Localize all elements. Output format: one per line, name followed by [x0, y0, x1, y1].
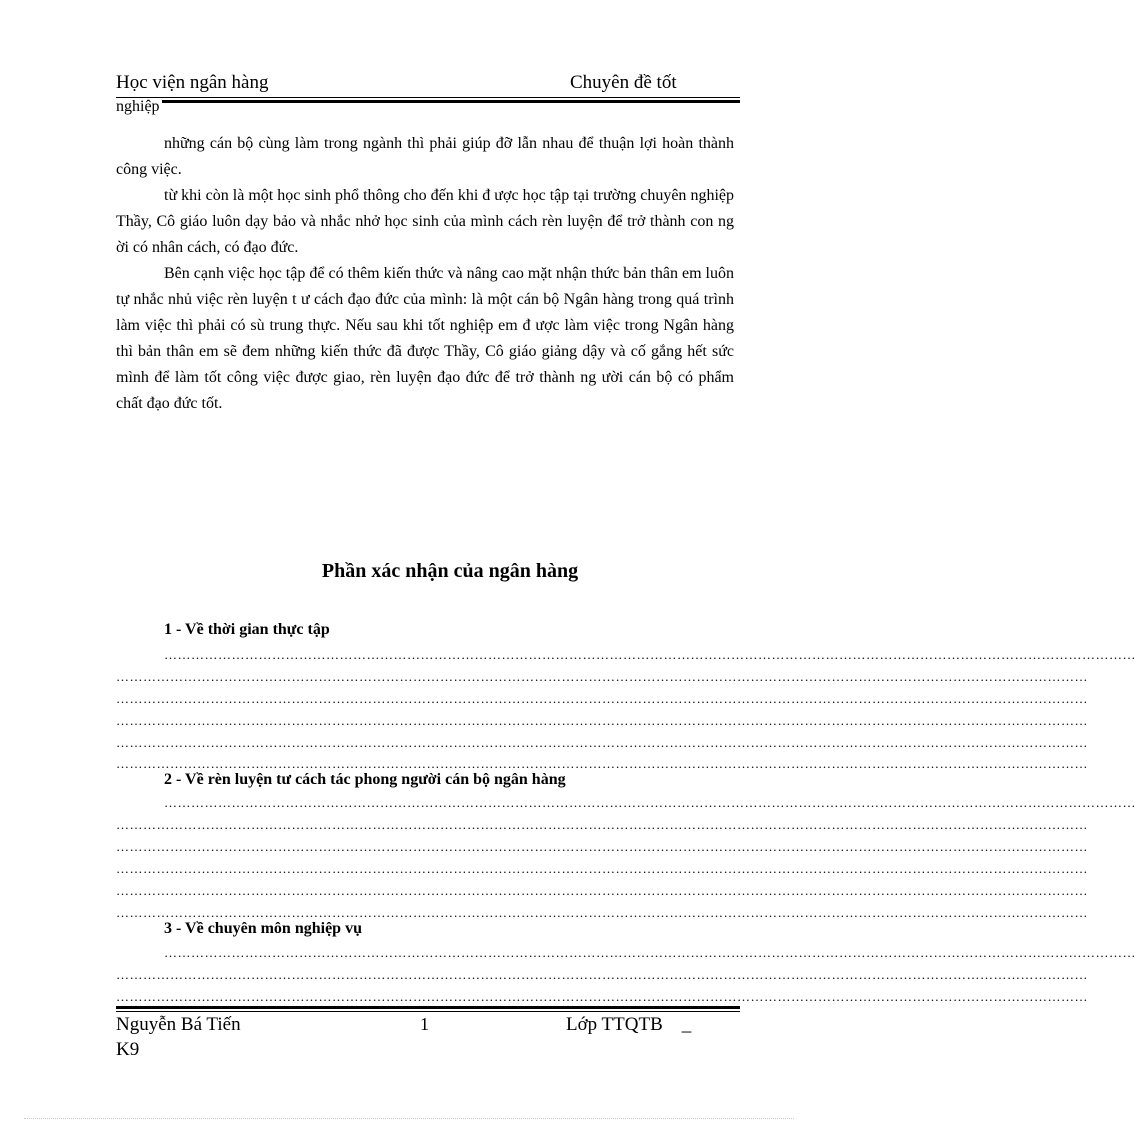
- section-3-heading: 3 - Về chuyên môn nghiệp vụ: [164, 920, 362, 937]
- dot-line: ………………………………………………………………………………………………………………………………………………………………………………………………: [116, 669, 1088, 684]
- dot-line: ………………………………………………………………………………………………………………………………………………………………………………………………: [116, 883, 1088, 898]
- footer-rule-thin: [116, 1011, 740, 1012]
- section-2-heading: 2 - Về rèn luyện tư cách tác phong người cán bộ ngân hàng: [164, 771, 566, 788]
- dot-line: ………………………………………………………………………………………………………………………………………………………………………………………………: [116, 861, 1088, 876]
- footer-cohort: K9: [116, 1039, 140, 1060]
- dot-line: ………………………………………………………………………………………………………………………………………………………………………………………………: [116, 905, 1088, 920]
- dot-line: ………………………………………………………………………………………………………………………………………………………………………………………………: [164, 945, 1136, 960]
- dot-line: ………………………………………………………………………………………………………………………………………………………………………………………………: [116, 713, 1088, 728]
- page-bottom-dotted-line: [24, 1118, 794, 1119]
- paragraph-1: những cán bộ cùng làm trong ngành thì phải giúp đỡ lẫn nhau để thuận lợi hoàn thành công việc.: [116, 135, 734, 178]
- dot-line: ………………………………………………………………………………………………………………………………………………………………………………………………: [164, 647, 1136, 662]
- header-right: Chuyên đề tốt: [570, 72, 677, 93]
- paragraph-3: Bên cạnh việc học tập để có thêm kiến thức và nâng cao mặt nhận thức bản thân em luôn tự nhắc nhủ việc rèn luyện t ư cách đạo đức của mình: là một cán bộ Ngân hàng trong quá trình làm việc thì phải có sù trung thực. Nếu sau khi tốt nghiệp em đ ược làm việc trong Ngân hàng thì bản thân em sẽ đem những kiến thức đã được Thầy, Cô giáo giảng dậy và cố gắng hết sức mình để làm tốt công việc được giao, rèn luyện đạo đức để trở thành ng ười cán bộ có phẩm chất đạo đức tốt.: [116, 265, 734, 412]
- paragraph-2: từ khi còn là một học sinh phổ thông cho đến khi đ ược học tập tại trường chuyên nghiệp Thầy, Cô giáo luôn dạy bảo và nhắc nhở học sinh của mình cách rèn luyện để trở thành con ng ời có nhân cách, có đạo đức.: [116, 187, 734, 256]
- footer-class: Lớp TTQTB _: [566, 1014, 692, 1035]
- dot-line: ………………………………………………………………………………………………………………………………………………………………………………………………: [116, 989, 1088, 1004]
- dot-line: ………………………………………………………………………………………………………………………………………………………………………………………………: [116, 967, 1088, 982]
- dot-line: ………………………………………………………………………………………………………………………………………………………………………………………………: [116, 756, 1088, 771]
- header-left: Học viện ngân hàng: [116, 72, 269, 93]
- dot-line: ………………………………………………………………………………………………………………………………………………………………………………………………: [116, 817, 1088, 832]
- header-rule-thick: [116, 100, 740, 103]
- dot-line: ………………………………………………………………………………………………………………………………………………………………………………………………: [116, 839, 1088, 854]
- footer-page-number: 1: [420, 1014, 429, 1034]
- confirmation-title: Phần xác nhận của ngân hàng: [321, 560, 579, 582]
- dot-line: ………………………………………………………………………………………………………………………………………………………………………………………………: [116, 735, 1088, 750]
- footer-rule-thick: [116, 1006, 740, 1009]
- section-1-heading: 1 - Về thời gian thực tập: [164, 621, 330, 638]
- header-rule-thin: [116, 97, 740, 98]
- dot-line: ………………………………………………………………………………………………………………………………………………………………………………………………: [116, 691, 1088, 706]
- header-continuation: nghiệp: [116, 98, 160, 115]
- dot-line: ………………………………………………………………………………………………………………………………………………………………………………………………: [164, 795, 1136, 810]
- footer-author: Nguyễn Bá Tiến: [116, 1014, 241, 1035]
